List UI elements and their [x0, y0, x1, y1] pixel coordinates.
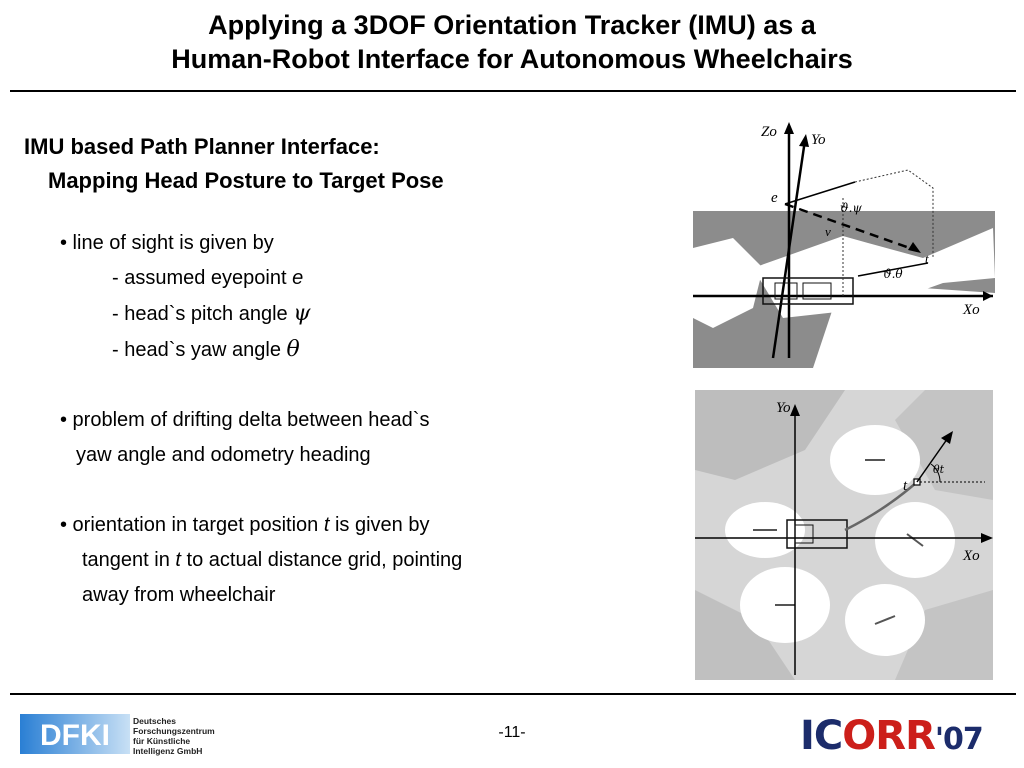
label-t: t — [903, 478, 908, 494]
icorr-part: RR — [875, 713, 935, 759]
dfki-line: für Künstliche — [133, 736, 191, 746]
dfki-line: Forschungszentrum — [133, 726, 215, 736]
label-v: v — [825, 224, 831, 239]
bullet-orientation-line-2 — [60, 543, 462, 578]
zo-arrowhead — [784, 122, 794, 134]
variable-t: t — [323, 514, 330, 536]
dfki-name — [133, 716, 215, 756]
bullet-text: is given by — [329, 514, 430, 536]
label-e: e — [771, 190, 778, 206]
heading-line-2: Mapping Head Posture to Target Pose — [48, 168, 444, 193]
bullet-orientation-line-1 — [60, 508, 462, 543]
bullet-text: tangent in — [82, 549, 176, 571]
label-psi: ϑ.ψ — [840, 201, 862, 215]
label-zo: Zo — [761, 124, 777, 140]
title-line-2: Human-Robot Interface for Autonomous Wheelchairs — [171, 44, 853, 74]
sub-bullet-eyepoint — [60, 261, 462, 296]
bullet-text: • orientation in target position — [60, 514, 324, 536]
icorr-logo — [800, 714, 983, 762]
variable-theta: θ — [286, 337, 300, 362]
dfki-logo-text: DFKI — [40, 719, 110, 752]
label-theta: ϑ.θ — [883, 267, 903, 281]
icorr-part: IC — [800, 713, 843, 759]
sub-bullet-text: - assumed eyepoint — [112, 267, 293, 289]
label-t: t — [925, 251, 929, 266]
head-posture-figure — [693, 118, 995, 368]
label-yo: Yo — [776, 400, 791, 416]
bullet-list — [60, 226, 462, 613]
yo-arrowhead — [799, 134, 809, 147]
bottom-divider — [10, 693, 1016, 695]
sub-bullet-pitch — [60, 296, 462, 332]
bullet-text: to actual distance grid, pointing — [180, 549, 463, 571]
variable-e: e — [292, 267, 304, 289]
spacer — [60, 473, 462, 508]
dfki-logo — [20, 714, 130, 754]
sub-bullet-yaw — [60, 332, 462, 368]
spacer — [60, 368, 462, 403]
icorr-year: '07 — [934, 722, 983, 757]
dfki-line: Intelligenz GmbH — [133, 746, 203, 756]
bullet-drift-line-2: yaw angle and odometry heading — [76, 444, 371, 466]
heading-line-1: IMU based Path Planner Interface: — [24, 134, 380, 159]
variable-t: t — [175, 549, 181, 571]
icorr-part: O — [842, 713, 876, 759]
label-theta-t: θt — [933, 463, 945, 476]
page-number: -11- — [498, 724, 526, 741]
label-yo: Yo — [811, 132, 826, 148]
dfki-line: Deutsches — [133, 716, 176, 726]
section-heading — [24, 130, 444, 198]
bullet-drift-line-1: • problem of drifting delta between head`s — [60, 409, 430, 431]
slide-title — [0, 8, 1024, 76]
sub-bullet-text: - head`s yaw angle — [112, 339, 287, 361]
bullet-orientation-line-3: away from wheelchair — [82, 584, 276, 606]
variable-psi: ψ — [293, 301, 311, 326]
distance-grid-figure — [695, 390, 993, 680]
sub-bullet-text: - head`s pitch angle — [112, 303, 294, 325]
label-xo: Xo — [963, 548, 980, 564]
top-divider — [10, 90, 1016, 92]
bullet-line-of-sight: • line of sight is given by — [60, 232, 274, 254]
title-line-1: Applying a 3DOF Orientation Tracker (IMU) as a — [208, 10, 816, 40]
label-xo: Xo — [963, 302, 980, 318]
